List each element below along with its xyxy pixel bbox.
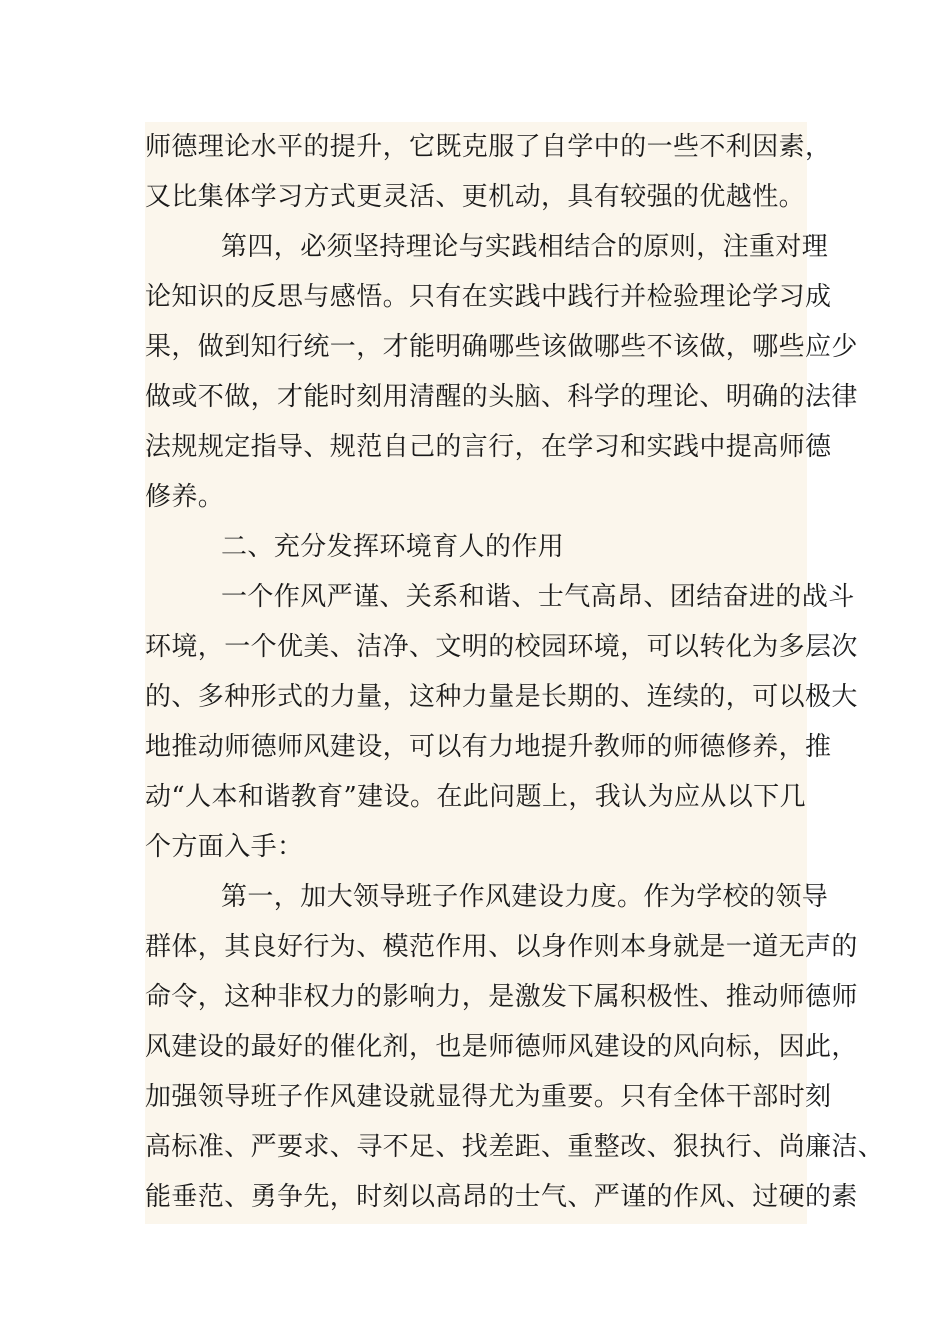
text-line: 师德理论水平的提升，它既克服了自学中的一些不利因素， xyxy=(145,132,832,162)
text-line: 能垂范、勇争先，时刻以高昂的士气、严谨的作风、过硬的素 xyxy=(145,1182,858,1212)
text-line: 环境，一个优美、洁净、文明的校园环境，可以转化为多层次 xyxy=(145,632,858,662)
text-line: 又比集体学习方式更灵活、更机动，具有较强的优越性。 xyxy=(145,182,806,212)
text-line: 的、多种形式的力量，这种力量是长期的、连续的，可以极大 xyxy=(145,682,858,712)
text-line: 论知识的反思与感悟。只有在实践中践行并检验理论学习成 xyxy=(145,282,832,312)
paragraph-start-line: 一个作风严谨、关系和谐、士气高昂、团结奋进的战斗 xyxy=(221,582,855,612)
text-line: 群体，其良好行为、模范作用、以身作则本身就是一道无声的 xyxy=(145,932,858,962)
text-line: 高标准、严要求、寻不足、找差距、重整改、狠执行、尚廉洁、 xyxy=(145,1132,885,1162)
section-heading: 二、充分发挥环境育人的作用 xyxy=(221,532,565,562)
paragraph-start-line: 第一，加大领导班子作风建设力度。作为学校的领导 xyxy=(221,882,829,912)
text-line: 个方面入手： xyxy=(145,832,304,862)
text-line: 做或不做，才能时刻用清醒的头脑、科学的理论、明确的法律 xyxy=(145,382,858,412)
text-line: 修养。 xyxy=(145,482,225,512)
text-line: 法规规定指导、规范自己的言行，在学习和实践中提高师德 xyxy=(145,432,832,462)
text-line: 风建设的最好的催化剂，也是师德师风建设的风向标，因此， xyxy=(145,1032,858,1062)
text-line: 地推动师德师风建设，可以有力地提升教师的师德修养，推 xyxy=(145,732,832,762)
paragraph-start-line: 第四，必须坚持理论与实践相结合的原则，注重对理 xyxy=(221,232,829,262)
text-block xyxy=(145,122,885,1224)
text-line: 果，做到知行统一，才能明确哪些该做哪些不该做，哪些应少 xyxy=(145,332,858,362)
text-line: 动“人本和谐教育”建设。在此问题上，我认为应从以下几 xyxy=(145,782,806,812)
text-line: 加强领导班子作风建设就显得尤为重要。只有全体干部时刻 xyxy=(145,1082,832,1112)
text-line: 命令，这种非权力的影响力，是激发下属积极性、推动师德师 xyxy=(145,982,858,1012)
